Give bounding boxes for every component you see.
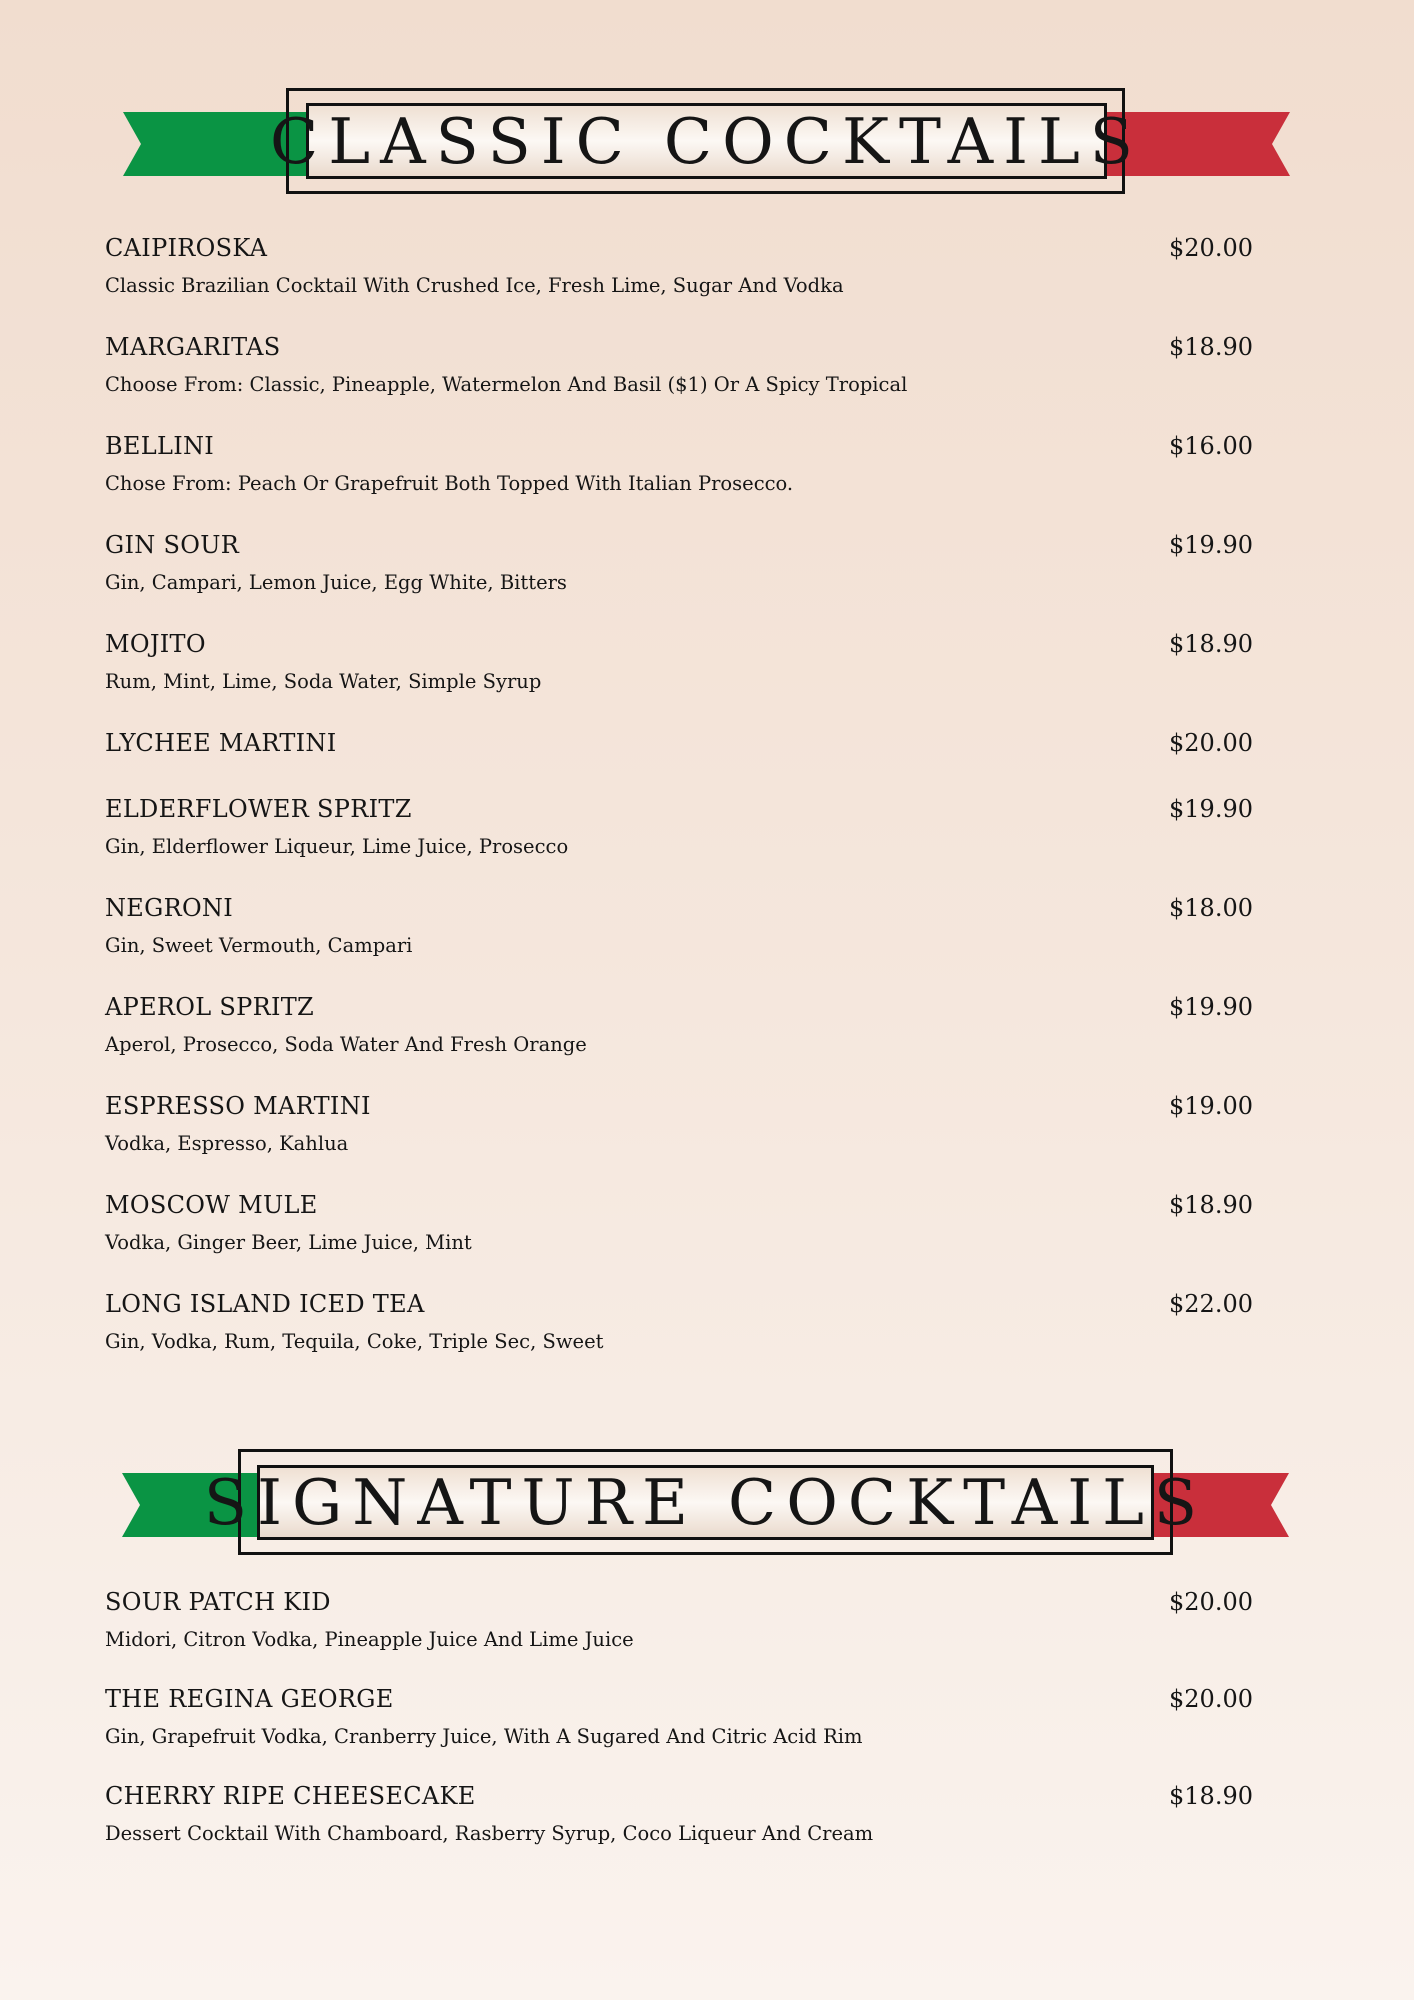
item-price: $18.90	[1169, 1782, 1253, 1810]
item-description: Choose From: Classic, Pineapple, Watermelon And Basil ($1) Or A Spicy Tropical	[105, 373, 908, 396]
item-description: Vodka, Espresso, Kahlua	[105, 1132, 349, 1155]
item-price: $18.90	[1169, 1191, 1253, 1219]
item-price: $19.00	[1169, 1092, 1253, 1120]
item-price: $20.00	[1169, 729, 1253, 757]
item-price: $18.00	[1169, 894, 1253, 922]
item-description: Midori, Citron Vodka, Pineapple Juice And Lime Juice	[105, 1628, 634, 1651]
banner-plate	[270, 103, 1143, 179]
item-name: SOUR PATCH KID	[105, 1588, 331, 1616]
item-name: GIN SOUR	[105, 531, 240, 559]
banner-plate	[203, 1465, 1208, 1540]
item-description: Classic Brazilian Cocktail With Crushed Ice, Fresh Lime, Sugar And Vodka	[105, 274, 844, 297]
item-price: $16.00	[1169, 432, 1253, 460]
item-name: MOJITO	[105, 630, 206, 658]
item-name: MARGARITAS	[105, 333, 281, 361]
item-description: Chose From: Peach Or Grapefruit Both Topped With Italian Prosecco.	[105, 472, 794, 495]
item-price: $20.00	[1169, 1685, 1253, 1713]
item-name: ESPRESSO MARTINI	[105, 1092, 371, 1120]
item-name: NEGRONI	[105, 894, 234, 922]
item-price: $20.00	[1169, 234, 1253, 262]
classic-title: CLASSIC COCKTAILS	[270, 104, 1143, 178]
item-description: Aperol, Prosecco, Soda Water And Fresh Orange	[105, 1033, 587, 1056]
signature-title: SIGNATURE COCKTAILS	[203, 1466, 1208, 1539]
item-name: CHERRY RIPE CHEESECAKE	[105, 1782, 476, 1810]
item-price: $20.00	[1169, 1588, 1253, 1616]
item-price: $18.90	[1169, 630, 1253, 658]
item-name: ELDERFLOWER SPRITZ	[105, 795, 412, 823]
item-name: APEROL SPRITZ	[105, 993, 315, 1021]
item-price: $18.90	[1169, 333, 1253, 361]
signature-banner	[0, 1449, 1414, 1555]
item-price: $22.00	[1169, 1290, 1253, 1318]
item-description: Gin, Campari, Lemon Juice, Egg White, Bitters	[105, 571, 567, 594]
item-description: Gin, Grapefruit Vodka, Cranberry Juice, With A Sugared And Citric Acid Rim	[105, 1725, 863, 1748]
item-name: CAIPIROSKA	[105, 234, 268, 262]
item-description: Rum, Mint, Lime, Soda Water, Simple Syrup	[105, 670, 542, 693]
item-description: Vodka, Ginger Beer, Lime Juice, Mint	[105, 1231, 472, 1254]
item-name: LYCHEE MARTINI	[105, 729, 337, 757]
item-name: MOSCOW MULE	[105, 1191, 318, 1219]
classic-banner	[0, 88, 1414, 194]
item-description: Dessert Cocktail With Chamboard, Rasberry Syrup, Coco Liqueur And Cream	[105, 1822, 874, 1845]
item-name: LONG ISLAND ICED TEA	[105, 1290, 425, 1318]
item-description: Gin, Vodka, Rum, Tequila, Coke, Triple Sec, Sweet	[105, 1330, 604, 1353]
item-price: $19.90	[1169, 531, 1253, 559]
item-name: THE REGINA GEORGE	[105, 1685, 394, 1713]
item-price: $19.90	[1169, 795, 1253, 823]
item-price: $19.90	[1169, 993, 1253, 1021]
item-description: Gin, Elderflower Liqueur, Lime Juice, Prosecco	[105, 835, 569, 858]
item-description: Gin, Sweet Vermouth, Campari	[105, 934, 413, 957]
item-name: BELLINI	[105, 432, 215, 460]
